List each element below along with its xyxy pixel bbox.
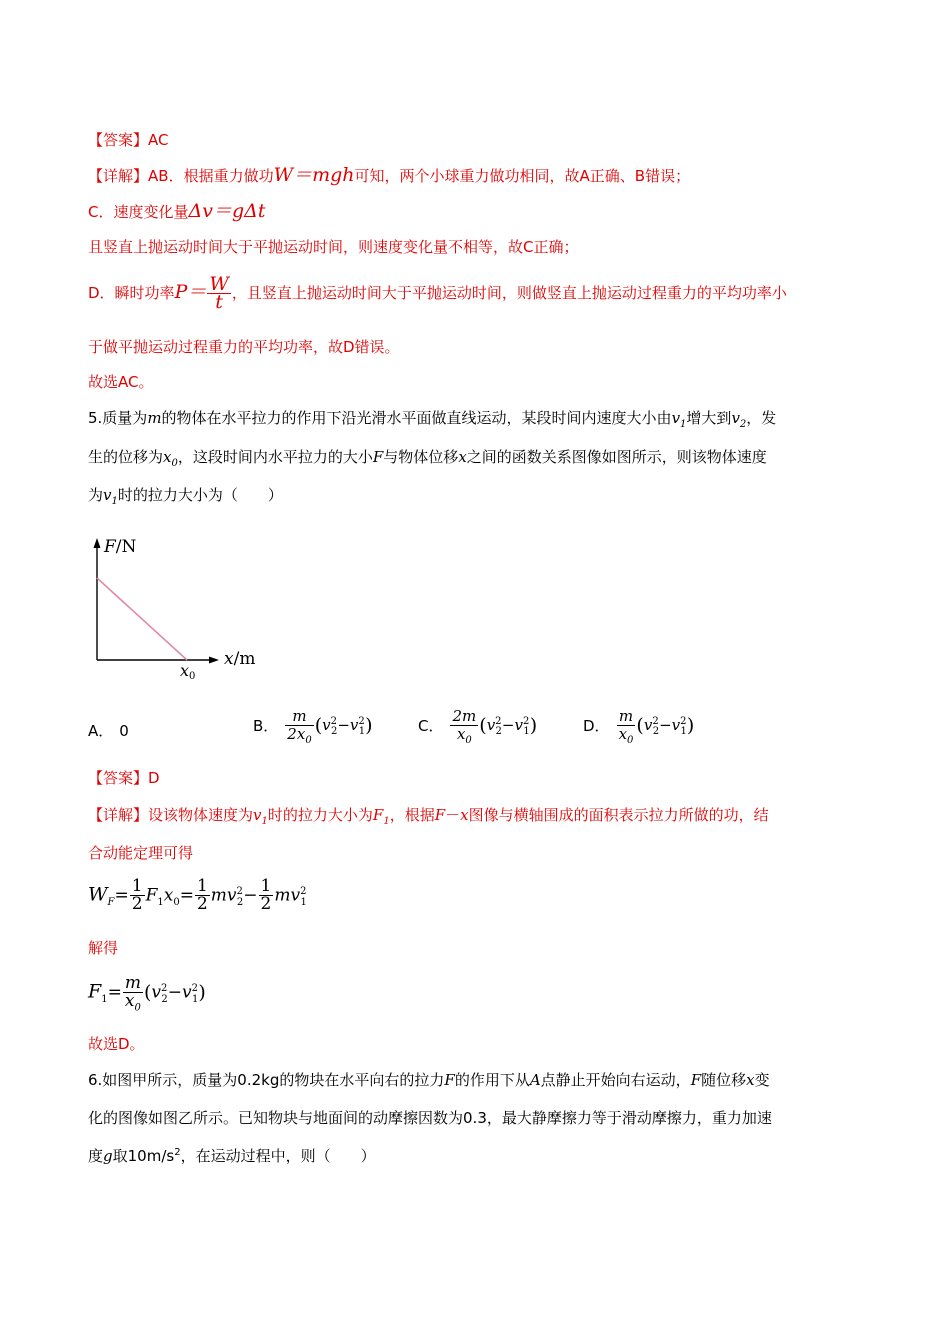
q4-velocity-formula: Δv＝gΔt (188, 200, 266, 222)
q5-l2c: 与物体位移 (383, 448, 459, 466)
eq1-half-1-num: 1 (131, 876, 143, 896)
q6-l1c: 点静止开始向右运动， (540, 1071, 691, 1089)
option-b-v1: v (349, 716, 359, 734)
q4-detail-c-text: C．速度变化量 (88, 203, 189, 221)
q5-solve-label: 解得 (88, 939, 119, 957)
q4-detail-ab-text: AB．根据重力做功 (148, 167, 274, 185)
q6-l1e: 变 (754, 1071, 770, 1089)
option-d-num: m (617, 708, 636, 726)
eq2-equals: = (107, 982, 122, 1003)
option-b-v2-sub: 2 (330, 726, 338, 737)
q5-v1-sub: 1 (680, 419, 687, 430)
option-d-den-x: x (618, 725, 628, 743)
option-b-minus: − (337, 716, 350, 734)
q4-detail-c (88, 201, 265, 222)
option-a[interactable] (88, 720, 135, 741)
q5-conclusion: 故选D。 (88, 1035, 145, 1053)
q5-l1d: ，发 (746, 409, 777, 427)
q6-l3-sup: 2 (174, 1147, 181, 1158)
eq1-minus: − (243, 885, 258, 906)
q5-v1b: v (103, 486, 112, 504)
eq1-m: m (210, 885, 227, 906)
q5-v1b-sub: 1 (111, 496, 118, 507)
q5-stem-line3 (88, 485, 283, 505)
q5-d1c: ，根据 (389, 806, 435, 824)
option-b[interactable]: B． $\frac{m}{2x_0}$ $(v^2_2-v^2_1)$ (253, 707, 373, 746)
q5-d1a: 设该物体速度为 (148, 806, 254, 824)
q5-answer-label: 【答案】 (88, 769, 149, 787)
eq2-F: F (88, 980, 102, 1003)
q4-conclusion: 故选AC。 (88, 373, 154, 391)
q5-detail-line1 (88, 805, 769, 825)
eq1-F: F (145, 885, 158, 906)
eq1-half-3-num: 1 (260, 876, 272, 896)
q5-v2: v (731, 409, 740, 427)
q5-d1b: 时的拉力大小为 (267, 806, 373, 824)
q6-g: g (103, 1147, 113, 1165)
q5-equation-result: $F_1=$ $\frac{m}{x_0}$ $(v^2_2-v^2_1)$ (88, 973, 206, 1014)
q5-d1-dash: － (445, 806, 461, 824)
eq1-equals-2: = (179, 885, 194, 906)
q4-power-den: t (215, 291, 223, 313)
q5-stem-line1 (88, 408, 776, 428)
option-c-v2-exp: 2 (495, 716, 502, 727)
q5-l3a: 为 (88, 486, 104, 504)
option-c-v2-sub: 2 (495, 726, 502, 737)
option-d-v2: v (643, 716, 653, 734)
option-d-v1: v (671, 716, 681, 734)
option-c-num-2: 2 (452, 707, 463, 725)
eq2-minus: − (167, 982, 182, 1003)
option-c-v2: v (486, 716, 496, 734)
q6-l3c: ，在运动过程中，则（ ） (180, 1147, 376, 1165)
option-d-label: D． (583, 717, 610, 735)
q5-v2-sub: 2 (739, 419, 747, 430)
option-b-den-2: 2 (287, 725, 297, 743)
y-axis-arrow (94, 538, 101, 548)
q5-d1-F-sub: 1 (383, 816, 390, 827)
option-d[interactable]: D． $\frac{m}{x_0}$ $(v^2_2-v^2_1)$ (583, 707, 695, 746)
q4-detail-c2: 且竖直上抛运动时间大于平抛运动时间，则速度变化量不相等，故C正确； (88, 238, 579, 256)
option-c-v1: v (514, 716, 523, 734)
option-c-v1-sub: 1 (523, 726, 530, 737)
eq2-fraction (123, 973, 143, 1014)
option-c-fraction (450, 707, 478, 746)
eq1-W: W (88, 883, 108, 906)
option-d-v1-exp: 2 (680, 716, 687, 727)
force-displacement-graph (85, 530, 275, 685)
q5-equation-work (88, 878, 307, 913)
q4-detail-d (88, 273, 787, 313)
eq2-v1: v (181, 982, 192, 1003)
q4-answer-line (88, 130, 169, 150)
q5-v1: v (671, 409, 681, 427)
q5-l2a: 生的位移为 (88, 448, 164, 466)
q4-detail-d2: 于做平抛运动过程重力的平均功率，故D错误。 (88, 338, 400, 356)
q6-F2: F (690, 1071, 702, 1089)
q4-answer-value: AC (148, 131, 169, 149)
q6-x: x (746, 1071, 755, 1089)
option-b-v1-sub: 1 (358, 726, 366, 737)
eq1-v2-exp: 2 (236, 885, 243, 897)
option-a-value: 0 (119, 721, 129, 740)
x-axis-arrow (209, 657, 219, 664)
eq1-half-2-den: 2 (196, 894, 208, 914)
q4-detail-d-text: D．瞬时功率 (88, 284, 175, 302)
eq1-v1-sub: 1 (300, 896, 307, 908)
q4-detail-ab (88, 165, 690, 186)
q4-detail-ab-rest: 可知，两个小球重力做功相同，故A正确、B错误； (354, 167, 691, 185)
eq2-v1-sub: 1 (191, 993, 199, 1005)
q6-point-A: A (529, 1071, 541, 1089)
eq1-half-3 (259, 878, 274, 913)
q5-stem-line2 (88, 447, 767, 467)
q5-l1b: 的物体在水平拉力的作用下沿光滑水平面做直线运动，某段时间内速度大小由 (161, 409, 672, 427)
q4-detail-d-rest: ，且竖直上抛运动时间大于平抛运动时间，则做竖直上抛运动过程重力的平均功率小 (231, 284, 787, 302)
q5-detail-label: 【详解】 (88, 806, 149, 824)
q5-answer-value: D (148, 769, 160, 787)
q5-d1-x: x (460, 806, 469, 824)
eq1-half-1 (130, 878, 145, 913)
q5-d1-v: v (253, 806, 262, 824)
option-b-fraction (285, 707, 313, 746)
x0-tick-label: x0 (180, 661, 196, 682)
q5-l1c: 增大到 (686, 409, 732, 427)
option-d-den-sub: 0 (627, 735, 634, 746)
eq1-m-2: m (274, 885, 291, 906)
option-b-den-x: x (296, 725, 306, 743)
q5-F: F (372, 448, 384, 466)
option-b-den-sub: 0 (305, 735, 312, 746)
q5-x0-sub: 0 (171, 458, 178, 469)
eq2-v1-exp: 2 (191, 982, 198, 994)
eq1-half-2 (195, 878, 210, 913)
eq1-half-1-den: 2 (131, 894, 143, 914)
eq2-F-sub: 1 (101, 993, 108, 1005)
q4-power-fraction (207, 273, 231, 313)
q5-l2b: ，这段时间内水平拉力的大小 (177, 448, 373, 466)
q6-l3b: 取10m/s (112, 1147, 175, 1165)
y-axis-label: F/N (104, 537, 137, 557)
option-c-den-sub: 0 (465, 735, 472, 746)
q5-d1-v-sub: 1 (261, 816, 268, 827)
eq2-den-x: x (124, 991, 135, 1011)
option-d-fraction (617, 707, 636, 746)
option-d-minus: − (659, 716, 672, 734)
option-c-v1-exp: 2 (522, 716, 530, 727)
eq1-v1: v (290, 885, 301, 906)
eq1-equals: = (114, 885, 129, 906)
q4-power-num: W (209, 273, 229, 295)
q5-detail-line2: 合动能定理可得 (88, 844, 194, 862)
eq1-v1-exp: 2 (300, 885, 307, 897)
eq1-F-sub: 1 (157, 896, 164, 908)
q5-x0: x (163, 448, 172, 466)
eq2-num: m (124, 973, 141, 993)
eq1-half-3-den: 2 (260, 894, 272, 914)
option-c-den-x: x (456, 725, 466, 743)
q5-l3b: 时的拉力大小为（ ） (117, 486, 283, 504)
option-b-label: B． (253, 717, 279, 735)
x-axis-label: x/m (224, 649, 256, 669)
option-c-num-m: m (462, 707, 477, 725)
q4-work-formula: W＝mgh (273, 164, 355, 186)
eq2-v2-sub: 2 (161, 993, 168, 1005)
q4-detail-label: 【详解】 (88, 167, 149, 185)
option-d-v2-sub: 2 (652, 726, 660, 737)
option-a-label: A． (88, 722, 114, 740)
q6-stem-line3 (88, 1146, 376, 1166)
eq1-x: x (163, 885, 174, 906)
eq1-v2: v (226, 885, 237, 906)
q4-answer-label: 【答案】 (88, 131, 149, 149)
eq1-v2-sub: 2 (236, 896, 244, 908)
q5-mass-m: m (147, 409, 162, 427)
eq2-den-sub: 0 (134, 1002, 141, 1014)
force-line (97, 578, 187, 660)
q6-l1b: 的作用下从 (454, 1071, 530, 1089)
q6-F: F (444, 1071, 455, 1089)
option-b-v2-exp: 2 (330, 716, 337, 727)
option-b-v1-exp: 2 (358, 716, 365, 727)
eq1-half-2-num: 1 (196, 876, 208, 896)
q5-l1a: 5.质量为 (88, 409, 148, 427)
eq2-v2: v (151, 982, 161, 1003)
q5-answer-line (88, 768, 160, 788)
eq2-v2-exp: 2 (160, 982, 168, 994)
q5-l2d: 之间的函数关系图像如图所示，则该物体速度 (466, 448, 767, 466)
option-c-label: C． (418, 717, 444, 735)
option-d-v2-exp: 2 (652, 716, 659, 727)
option-b-v2: v (322, 716, 331, 734)
q6-l1d: 随位移 (701, 1071, 747, 1089)
q5-d1-Fx: F (434, 806, 446, 824)
option-b-num: m (285, 708, 313, 726)
q6-l3a: 度 (88, 1147, 104, 1165)
eq1-W-sub: F (107, 896, 115, 908)
q5-d1d: 图像与横轴围成的面积表示拉力所做的功，结 (468, 806, 769, 824)
q6-stem-line1 (88, 1070, 770, 1090)
q6-stem-line2: 化的图像如图乙所示。已知物块与地面间的动摩擦因数为0.3，最大静摩擦力等于滑动摩擦力，重力加速 (88, 1109, 772, 1127)
option-c[interactable]: C． $\frac{2m}{x_0}$ $(v^2_2-v^2_1)$ (418, 707, 538, 746)
option-c-minus: − (501, 716, 515, 734)
eq1-x-sub: 0 (173, 896, 180, 908)
q6-l1a: 6.如图甲所示，质量为0.2kg的物块在水平向右的拉力 (88, 1071, 445, 1089)
q5-x: x (458, 448, 467, 466)
q5-d1-F: F (372, 806, 384, 824)
option-d-v1-sub: 1 (680, 726, 687, 737)
q4-power-P: P＝ (174, 281, 207, 303)
